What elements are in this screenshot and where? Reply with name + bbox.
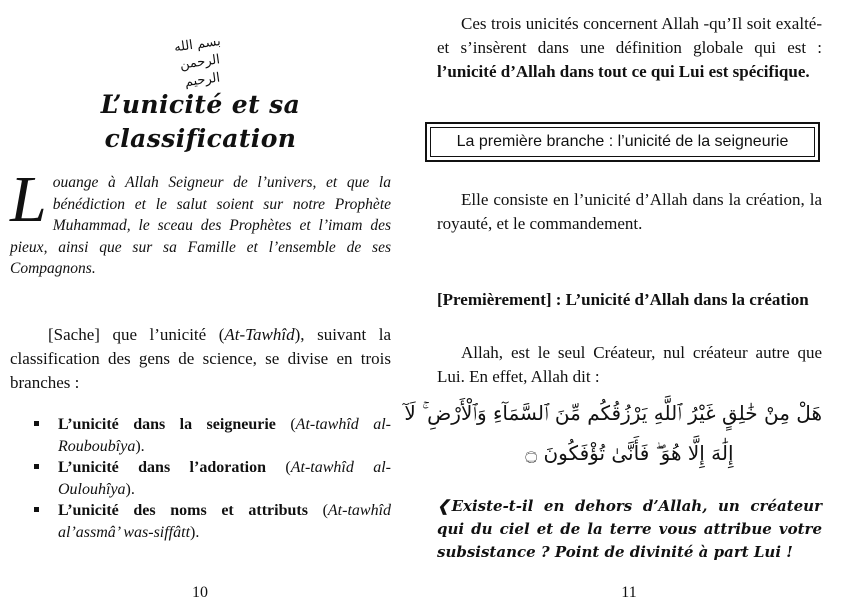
verse-translation bbox=[437, 495, 822, 564]
translation-text: Existe-t-il en dehors d’Allah, un créateur qui du ciel et de la terre vous attribue votre subsistance ? Point de divinité à part Lui ! bbox=[437, 497, 822, 561]
branch-name: L’unicité dans l’adoration bbox=[58, 459, 266, 476]
intro-paragraph bbox=[10, 163, 391, 280]
intro-text: ouange à Allah Seigneur de l’univers, et que la bénédiction et le salut soient sur notre Prophète Muhammad, le sceau des Prophètes et l’imam des pieux, ainsi que sur sa Famille et l’ensemble de ses Compagnons. bbox=[10, 174, 391, 277]
classification-text-after: ), suivant la classification des gens de science, se divise en trois branches : bbox=[10, 325, 391, 392]
section-heading: [Premièrement] : L’unicité d’Allah dans la création bbox=[437, 290, 809, 309]
drop-cap: L bbox=[10, 163, 47, 236]
seigneurie-paragraph: Elle consiste en l’unicité d’Allah dans la création, la royauté, et le commandement. bbox=[437, 190, 822, 233]
tawhid-term: At-Tawhîd bbox=[224, 325, 295, 344]
creator-paragraph: Allah, est le seul Créateur, nul créateur autre que Lui. En effet, Allah dit : bbox=[437, 343, 822, 386]
page-number-right: 11 bbox=[621, 584, 637, 601]
classification-paragraph bbox=[10, 323, 391, 395]
quran-verse bbox=[404, 393, 822, 473]
right-page bbox=[404, 0, 842, 610]
quran-verse-line: هَلْ مِنْ خَٰلِقٍ غَيْرُ ٱللَّهِ يَرْزُقُكُم مِّنَ ٱلسَّمَآءِ وَٱلْأَرْضِ ۚ لَآ bbox=[404, 401, 822, 425]
square-bullet-icon bbox=[34, 421, 39, 426]
branch-name: L’unicité dans la seigneurie bbox=[58, 416, 276, 433]
square-bullet-icon bbox=[34, 507, 39, 512]
paren-close: ). bbox=[135, 437, 145, 455]
page-number-left: 10 bbox=[192, 584, 208, 601]
branch-arabic-name: At-tawhîd al-Rouboubîya bbox=[58, 416, 392, 455]
list-item bbox=[30, 414, 391, 457]
quote-mark-icon: ❮ bbox=[437, 497, 450, 515]
classification-text-before: [Sache] que l’unicité ( bbox=[48, 325, 225, 344]
paren-open: ( bbox=[307, 502, 328, 519]
definition-bold-text: l’unicité d’Allah dans tout ce qui Lui est spécifique. bbox=[437, 62, 810, 81]
branch-name: L’unicité des noms et attributs bbox=[58, 502, 308, 519]
paren-open: ( bbox=[266, 459, 291, 476]
list-item bbox=[30, 457, 391, 500]
paren-close: ). bbox=[125, 480, 135, 498]
branch-arabic-name: At-tawhîd al’assmâ’ was-siffâtt bbox=[58, 502, 392, 541]
quran-verse-line: إِلَٰهَ إِلَّا هُوَ ۖ فَأَنَّىٰ تُؤْفَكُونَ ۝ bbox=[525, 441, 734, 465]
branch-title: La première branche : l’unicité de la seigneurie bbox=[430, 127, 815, 157]
definition-text: Ces trois unicités concernent Allah -qu’Il soit exalté- et s’insèrent dans une définition globale qui est : bbox=[437, 14, 822, 57]
paren-open: ( bbox=[275, 416, 296, 433]
chapter-title: L’unicité et sa classification bbox=[100, 90, 301, 153]
list-item bbox=[30, 500, 391, 543]
paren-close: ). bbox=[190, 523, 200, 541]
unicity-definition-paragraph bbox=[437, 12, 822, 84]
branch-title-box bbox=[425, 122, 820, 162]
branches-list bbox=[30, 414, 391, 543]
basmala-calligraphy: بسم الله الرحمن الرحيم bbox=[173, 33, 222, 91]
branch-arabic-name: At-tawhîd al-Oulouhîya bbox=[58, 459, 391, 498]
square-bullet-icon bbox=[34, 464, 39, 469]
